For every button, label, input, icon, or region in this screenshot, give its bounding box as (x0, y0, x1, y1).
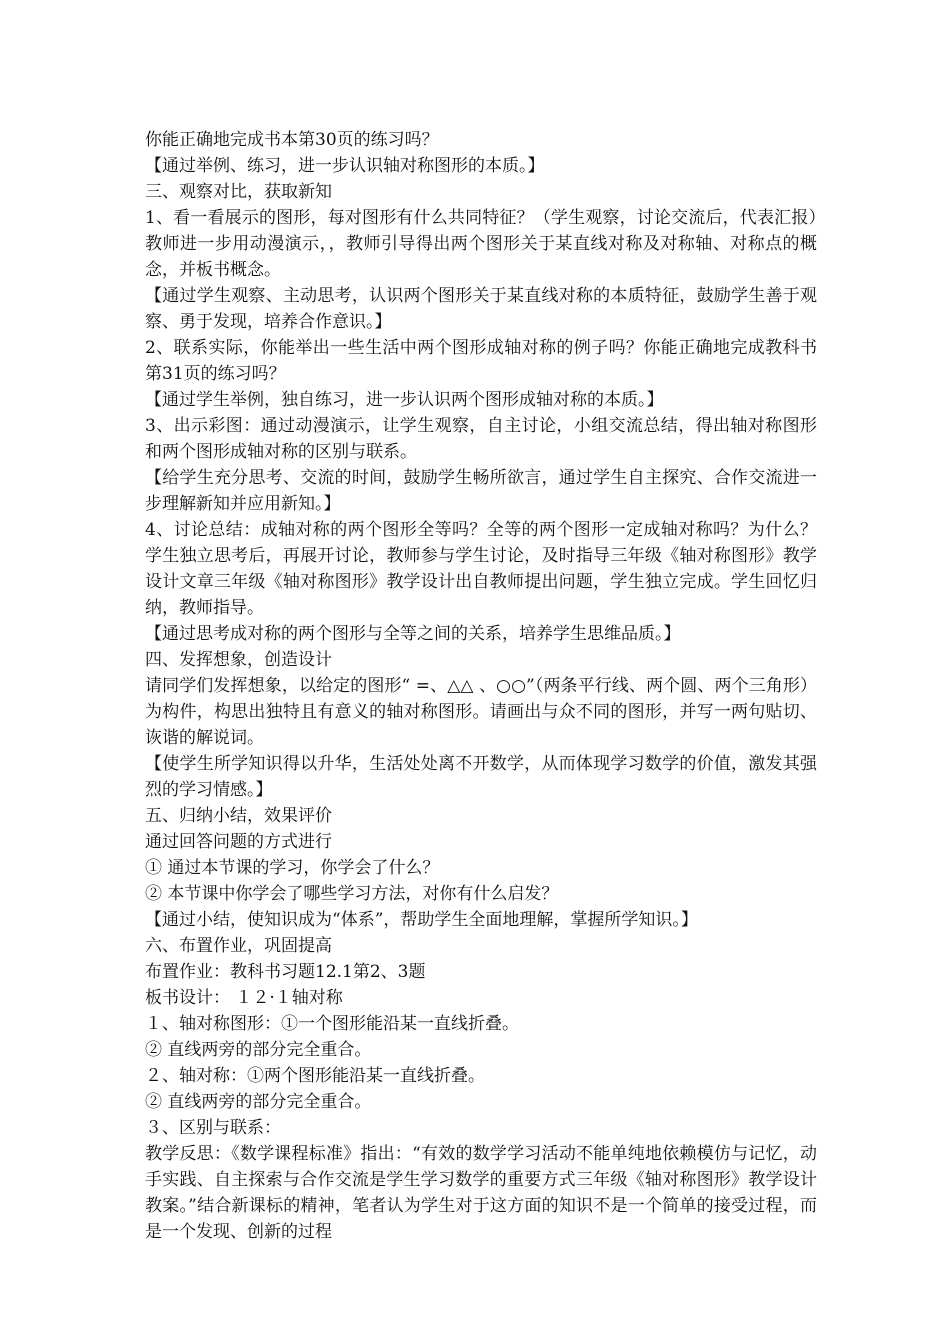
question-item-2: ② 本节课中你学会了哪些学习方法，对你有什么启发？ (145, 884, 559, 904)
board-design-title: 板书设计： １２·１轴对称 (145, 988, 343, 1008)
paragraph-7: 【通过学生举例，独自练习，进一步认识两个图形成轴对称的本质。】 (145, 390, 664, 410)
paragraph-1: 你能正确地完成书本第30页的练习吗？ (145, 130, 439, 150)
paragraph-14: 【使学生所学知识得以升华，生活处处离不开数学，从而体现学习数学的价值，激发其强烈的学习情感。】 (145, 754, 817, 800)
board-item-1: １、轴对称图形：①一个图形能沿某一直线折叠。 (145, 1014, 519, 1034)
paragraph-16: 通过回答问题的方式进行 (145, 832, 332, 852)
reflection-paragraph: 教学反思：《数学课程标准》指出：“有效的数学学习活动不能单纯地依赖模仿与记忆，动手实践、自主探索与合作交流是学生学习数学的重要方式三年级《轴对称图形》教学设计教案。”结合新课标的精神，笔者认为学生对于这方面的知识不是一个简单的接受过程，而是一个发现、创新的过程 (145, 1144, 817, 1242)
paragraph-8: 3、出示彩图：通过动漫演示，让学生观察，自主讨论，小组交流总结，得出轴对称图形和两个图形成轴对称的区别与联系。 (145, 416, 817, 462)
board-item-2-sub: ② 直线两旁的部分完全重合。 (145, 1092, 372, 1112)
board-item-1-sub: ② 直线两旁的部分完全重合。 (145, 1040, 372, 1060)
paragraph-6: 2、联系实际，你能举出一些生活中两个图形成轴对称的例子吗？你能正确地完成教科书第31页的练习吗？ (145, 338, 817, 384)
board-item-2: ２、轴对称：①两个图形能沿某一直线折叠。 (145, 1066, 485, 1086)
section-heading-3: 三、观察对比，获取新知 (145, 182, 332, 202)
paragraph-11: 【通过思考成对称的两个图形与全等之间的关系，培养学生思维品质。】 (145, 624, 681, 644)
paragraph-13: 请同学们发挥想象，以给定的图形“ =、△△ 、○○”（两条平行线、两个圆、两个三角形）为构件，构思出独特且有意义的轴对称图形。请画出与众不同的图形，并写一两句贴切、诙谐的解说词。 (145, 676, 817, 748)
question-item-1: ① 通过本节课的学习，你学会了什么？ (145, 858, 440, 878)
section-heading-6: 六、布置作业，巩固提高 (145, 936, 332, 956)
homework-line: 布置作业：教科书习题12.1第2、3题 (145, 962, 426, 982)
paragraph-10: 4、讨论总结：成轴对称的两个图形全等吗？全等的两个图形一定成轴对称吗？为什么？学生独立思考后，再展开讨论，教师参与学生讨论，及时指导三年级《轴对称图形》教学设计文章三年级《轴对称图形》教学设计出自教师提出问题，学生独立完成。学生回忆归纳，教师指导。 (145, 520, 817, 618)
paragraph-9: 【给学生充分思考、交流的时间，鼓励学生畅所欲言，通过学生自主探究、合作交流进一步理解新知并应用新知。】 (145, 468, 817, 514)
section-heading-4: 四、发挥想象，创造设计 (145, 650, 332, 670)
paragraph-2: 【通过举例、练习，进一步认识轴对称图形的本质。】 (145, 156, 545, 176)
paragraph-4: 1、看一看展示的图形，每对图形有什么共同特征？（学生观察，讨论交流后，代表汇报）教师进一步用动漫演示，，教师引导得出两个图形关于某直线对称及对称轴、对称点的概念，并板书概念。 (145, 208, 817, 280)
paragraph-5: 【通过学生观察、主动思考，认识两个图形关于某直线对称的本质特征，鼓励学生善于观察、勇于发现，培养合作意识。】 (145, 286, 817, 332)
section-heading-5: 五、归纳小结，效果评价 (145, 806, 332, 826)
paragraph-19: 【通过小结，使知识成为“体系”，帮助学生全面地理解，掌握所学知识。】 (145, 910, 698, 930)
board-item-3: ３、区别与联系： (145, 1118, 281, 1138)
document-body (145, 127, 817, 1245)
